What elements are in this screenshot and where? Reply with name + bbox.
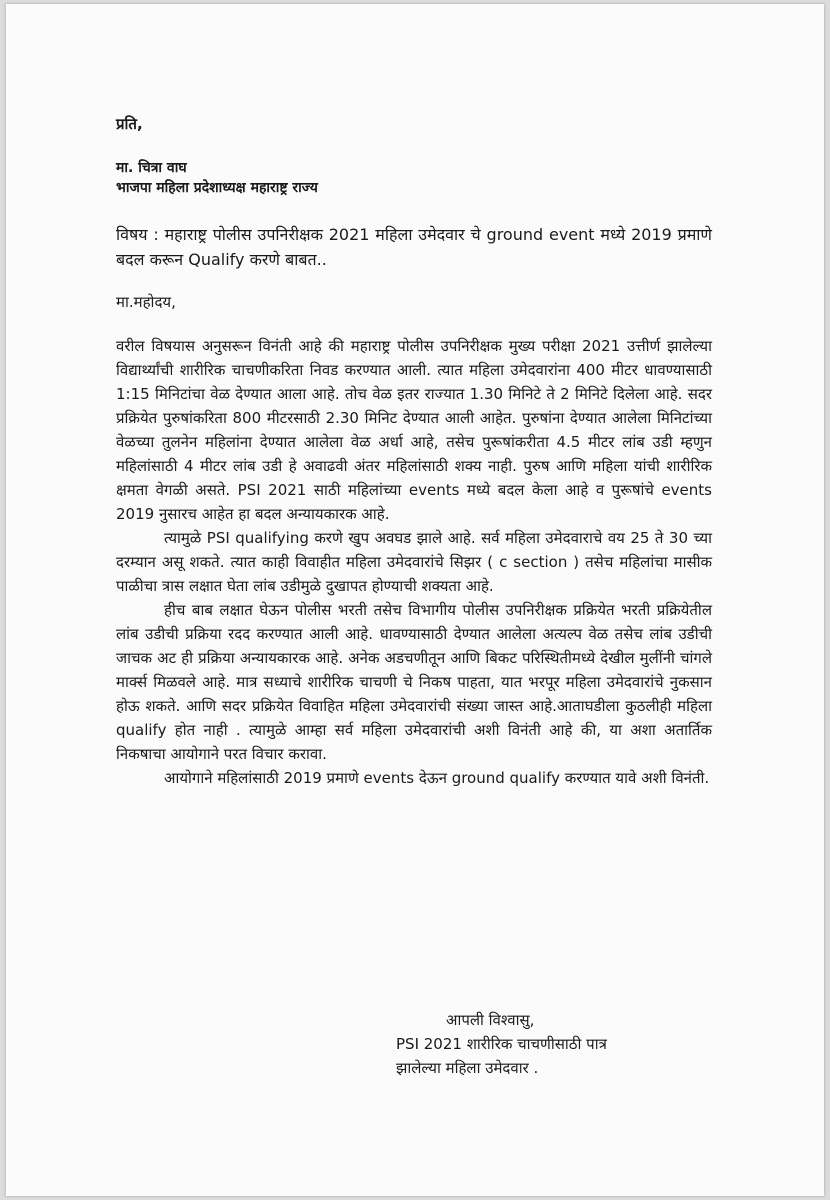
paragraph-2: त्यामुळे PSI qualifying करणे खुप अवघड झाले आहे. सर्व महिला उमेदवाराचे वय 25 ते 30 च्या दरम्यान असू शकते. त्यात काही विवाहीत महिला उमेदवारांचे सिझर ( c section ) तसेच महिलांचा मासीक पाळीचा त्रास लक्षात घेता लांब उडीमुळे दुखापत होण्याची शक्यता आहे. [116,529,712,595]
paragraph-1: वरील विषयास अनुसरून विनंती आहे की महाराष्ट्र पोलीस उपनिरीक्षक मुख्य परीक्षा 2021 उत्तीर्ण झालेल्या विद्यार्थ्यांची शारीरिक चाचणीकरिता निवड करण्यात आली. त्यात महिला उमेदवारांना 400 मीटर धावण्यासाठी 1:15 मिनिटांचा वेळ देण्यात आला आहे. तोच वेळ इतर राज्यात 1.30 मिनिटे ते 2 मिनिटे दिलेला आहे. सदर प्रक्रियेत पुरुषांकरिता 800 मीटरसाठी 2.30 मिनिट देण्यात आली आहेत. पुरुषांना देण्यात आलेला मिनिटांच्या वेळच्या तुलनेन महिलांना देण्यात आलेला वेळ अर्धा आहे, तसेच पुरूषांकरीता 4.5 मीटर लांब उडी म्हणुन महिलांसाठी 4 मीटर लांब उडी हे अवाढवी अंतर महिलांसाठी शक्य नाही. पुरुष आणि महिला यांची शारीरिक क्षमता वेगळी असते. PSI 2021 साठी महिलांच्या events मध्ये बदल केला आहे व पुरूषांचे events 2019 नुसारच आहेत हा बदल अन्यायकारक आहे. [116,337,712,523]
letter-body [116,112,712,790]
signature-line-3: झालेल्या महिला उमेदवार . [396,1059,539,1077]
recipient-title: भाजपा महिला प्रदेशाध्यक्ष महाराष्ट्र राज्य [116,180,318,196]
letter-page [6,4,824,1196]
signature-closing: आपली विश्वासु, [446,1011,535,1029]
salutation: प्रति, [116,115,143,133]
signature-line-2: PSI 2021 शारीरिक चाचणीसाठी पात्र [396,1035,607,1053]
signature-block [396,1008,736,1080]
paragraph-4: आयोगाने महिलांसाठी 2019 प्रमाणे events देऊन ground qualify करण्यात यावे अशी विनंती. [164,769,710,787]
paragraph-3: हीच बाब लक्षात घेऊन पोलीस भरती तसेच विभागीय पोलीस उपनिरीक्षक प्रक्रियेत भरती प्रक्रियेतील लांब उडीची प्रक्रिया रदद करण्यात आली आहे. धावण्यासाठी देण्यात आलेला अत्यल्प वेळ तसेच लांब उडीची जाचक अट ही प्रक्रिया अन्यायकारक आहे. अनेक अडचणीतून आणि बिकट परिस्थितीमध्ये देखील मुलींनी चांगले मार्क्स मिळवले आहे. मात्र सध्याचे शारीरिक चाचणी चे निकष पाहता, यात भरपूर महिला उमेदवारांचे नुकसान होऊ शकते. आणि सदर प्रक्रियेत विवाहित महिला उमेदवारांची संख्या जास्त आहे.आताघडीला कुठलीही महिला qualify होत नाही . त्यामुळे आम्हा सर्व महिला उमेदवारांची अशी विनंती आहे की, या अशा अतार्तिक निकषाचा आयोगाने परत विचार करावा. [116,601,712,763]
recipient-name: मा. चित्रा वाघ [116,160,187,176]
recipient-block [116,158,712,198]
subject-line: विषय : महाराष्ट्र पोलीस उपनिरीक्षक 2021 महिला उमेदवार चे ground event मध्ये 2019 प्रमाणे बदल करून Qualify करणे बाबत.. [116,225,712,269]
address-line: मा.महोदय, [116,293,176,311]
